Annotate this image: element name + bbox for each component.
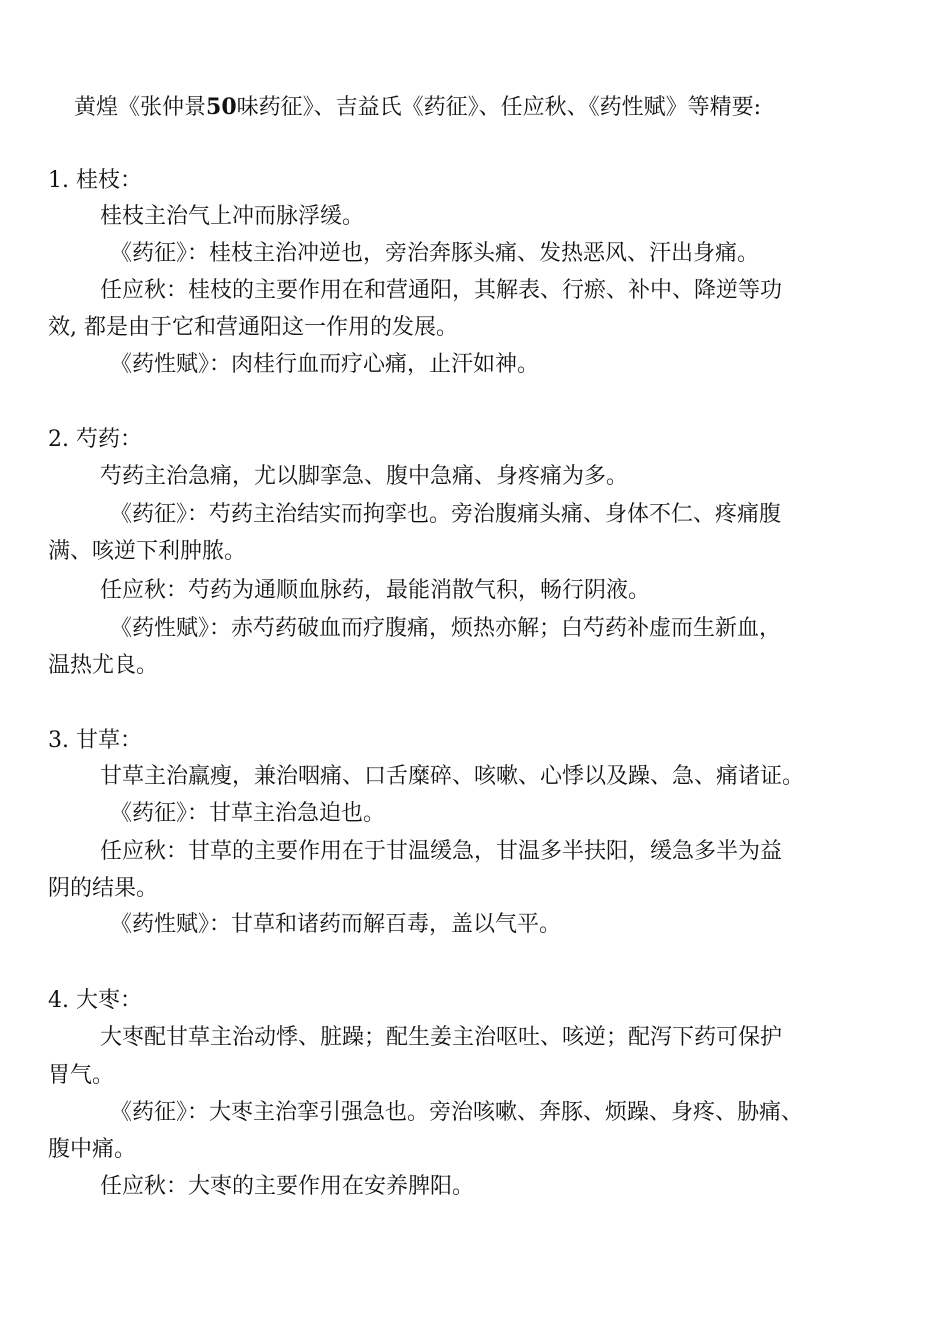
section-heading-dazao: 4. 大枣： xyxy=(48,988,142,1013)
paragraph-line: 阴的结果。 xyxy=(48,876,159,901)
section-heading-gancao: 3. 甘草： xyxy=(48,728,142,753)
paragraph-line: 桂枝主治气上冲而脉浮缓。 xyxy=(100,204,365,229)
paragraph-line: 大枣配甘草主治动悸、脏躁；配生姜主治呕吐、咳逆；配泻下药可保护 xyxy=(100,1025,783,1050)
paragraph-line: 《药性赋》：赤芍药破血而疗腹痛，烦热亦解；白芍药补虚而生新血， xyxy=(110,616,782,641)
paragraph-line: 腹中痛。 xyxy=(48,1137,137,1162)
title-number: 50 xyxy=(206,94,237,120)
paragraph-line: 任应秋：大枣的主要作用在安养脾阳。 xyxy=(100,1174,475,1199)
paragraph-line: 《药性赋》：肉桂行血而疗心痛，止汗如神。 xyxy=(110,352,540,377)
paragraph-line: 胃气。 xyxy=(48,1063,115,1088)
paragraph-line: 芍药主治急痛，尤以脚挛急、腹中急痛、身疼痛为多。 xyxy=(100,464,629,489)
paragraph-line: 任应秋：桂枝的主要作用在和营通阳，其解表、行瘀、补中、降逆等功 xyxy=(100,278,783,303)
paragraph-line: 满、咳逆下利肿脓。 xyxy=(48,539,247,564)
paragraph-line: 《药征》：大枣主治挛引强急也。旁治咳嗽、奔豚、烦躁、身疼、胁痛、 xyxy=(110,1100,804,1125)
paragraph-line: 任应秋：芍药为通顺血脉药，最能消散气积，畅行阴液。 xyxy=(100,578,651,603)
paragraph-line: 任应秋：甘草的主要作用在于甘温缓急，甘温多半扶阳，缓急多半为益 xyxy=(100,839,783,864)
title-suffix: 味药征》、吉益氏《药征》、任应秋、《药性赋》等精要: xyxy=(236,95,762,120)
page-title xyxy=(74,92,761,122)
paragraph-line: 温热尤良。 xyxy=(48,653,159,678)
paragraph-line: 《药征》：甘草主治急迫也。 xyxy=(110,801,386,826)
paragraph-line: 《药征》：桂枝主治冲逆也，旁治奔豚头痛、发热恶风、汗出身痛。 xyxy=(110,241,760,266)
title-prefix: 黄煌《张仲景 xyxy=(74,95,207,120)
paragraph-line: 《药征》：芍药主治结实而拘挛也。旁治腹痛头痛、身体不仁、疼痛腹 xyxy=(110,502,782,527)
paragraph-line: 《药性赋》：甘草和诸药而解百毒，盖以气平。 xyxy=(110,912,562,937)
paragraph-line: 甘草主治羸瘦，兼治咽痛、口舌糜碎、咳嗽、心悸以及躁、急、痛诸证。 xyxy=(100,764,805,789)
paragraph-line: 效, 都是由于它和营通阳这一作用的发展。 xyxy=(48,315,458,340)
section-heading-shaoyao: 2. 芍药： xyxy=(48,427,142,452)
section-heading-guizhi: 1. 桂枝： xyxy=(48,168,142,193)
